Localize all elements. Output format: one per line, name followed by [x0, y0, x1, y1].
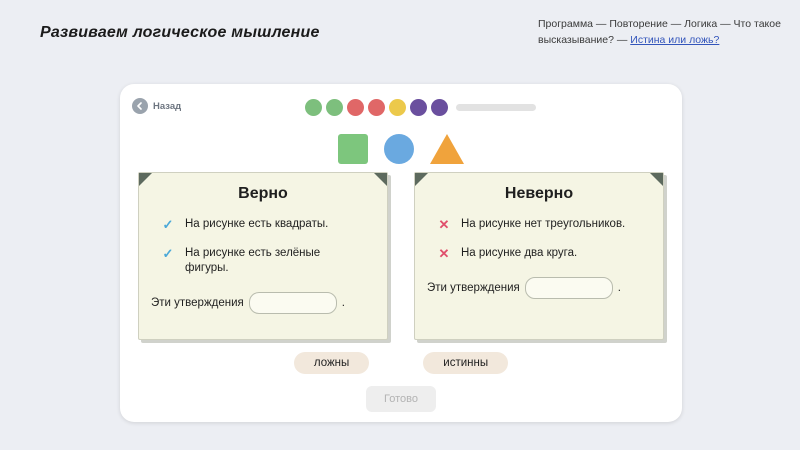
figures-row [120, 134, 682, 164]
lesson-card [120, 84, 682, 422]
figure-square-green [338, 134, 368, 164]
conclusion-row [427, 277, 651, 299]
progress-dot[interactable] [410, 99, 427, 116]
corner-fold-icon [139, 173, 152, 186]
back-button[interactable] [132, 98, 181, 114]
panel-title: Верно [238, 185, 288, 202]
answer-drop-slot-true[interactable] [249, 292, 337, 314]
statement-text: На рисунке два круга. [461, 247, 578, 259]
statement-text: На рисунке есть квадраты. [185, 218, 329, 230]
check-icon: ✓ [162, 246, 174, 261]
statement-text: На рисунке нет треугольников. [461, 218, 626, 230]
statement-panels [138, 172, 664, 340]
answer-drop-slot-false[interactable] [525, 277, 613, 299]
progress-dot[interactable] [368, 99, 385, 116]
cross-icon: ✕ [438, 217, 450, 232]
breadcrumb [538, 16, 788, 48]
progress-indicator [305, 99, 536, 116]
progress-dot[interactable] [326, 99, 343, 116]
corner-fold-icon [415, 173, 428, 186]
breadcrumb-path: Программа — Повторение — Логика — Что такое высказывание? — [538, 18, 781, 46]
conclusion-label: Эти утверждения [427, 282, 520, 294]
conclusion-row [151, 292, 375, 314]
check-icon: ✓ [162, 217, 174, 232]
statement-item [437, 217, 651, 232]
conclusion-period: . [617, 282, 621, 294]
progress-dot[interactable] [431, 99, 448, 116]
answer-chip-false[interactable]: ложны [294, 352, 369, 374]
conclusion-period: . [341, 297, 345, 309]
answer-chip-true[interactable]: истинны [423, 352, 508, 374]
statement-item [161, 217, 375, 232]
chevron-left-icon [132, 98, 148, 114]
panel-false [414, 172, 664, 340]
progress-dot[interactable] [347, 99, 364, 116]
corner-fold-icon [650, 173, 663, 186]
back-button-label: Назад [153, 100, 182, 112]
figure-triangle-orange [430, 134, 464, 164]
panel-title: Неверно [504, 185, 574, 202]
done-button[interactable]: Готово [366, 386, 436, 412]
panel-true [138, 172, 388, 340]
conclusion-label: Эти утверждения [151, 297, 244, 309]
statement-item [161, 246, 375, 276]
page-title: Развиваем логическое мышление [40, 24, 320, 41]
answer-chips [120, 352, 682, 374]
progress-dot[interactable] [389, 99, 406, 116]
corner-fold-icon [374, 173, 387, 186]
cross-icon: ✕ [438, 246, 450, 261]
breadcrumb-current-link[interactable]: Истина или ложь? [630, 34, 720, 46]
progress-dot[interactable] [305, 99, 322, 116]
statement-text: На рисунке есть зелёные фигуры. [185, 247, 321, 274]
statement-item [437, 246, 651, 261]
figure-circle-blue [384, 134, 414, 164]
progress-bar [456, 104, 536, 111]
